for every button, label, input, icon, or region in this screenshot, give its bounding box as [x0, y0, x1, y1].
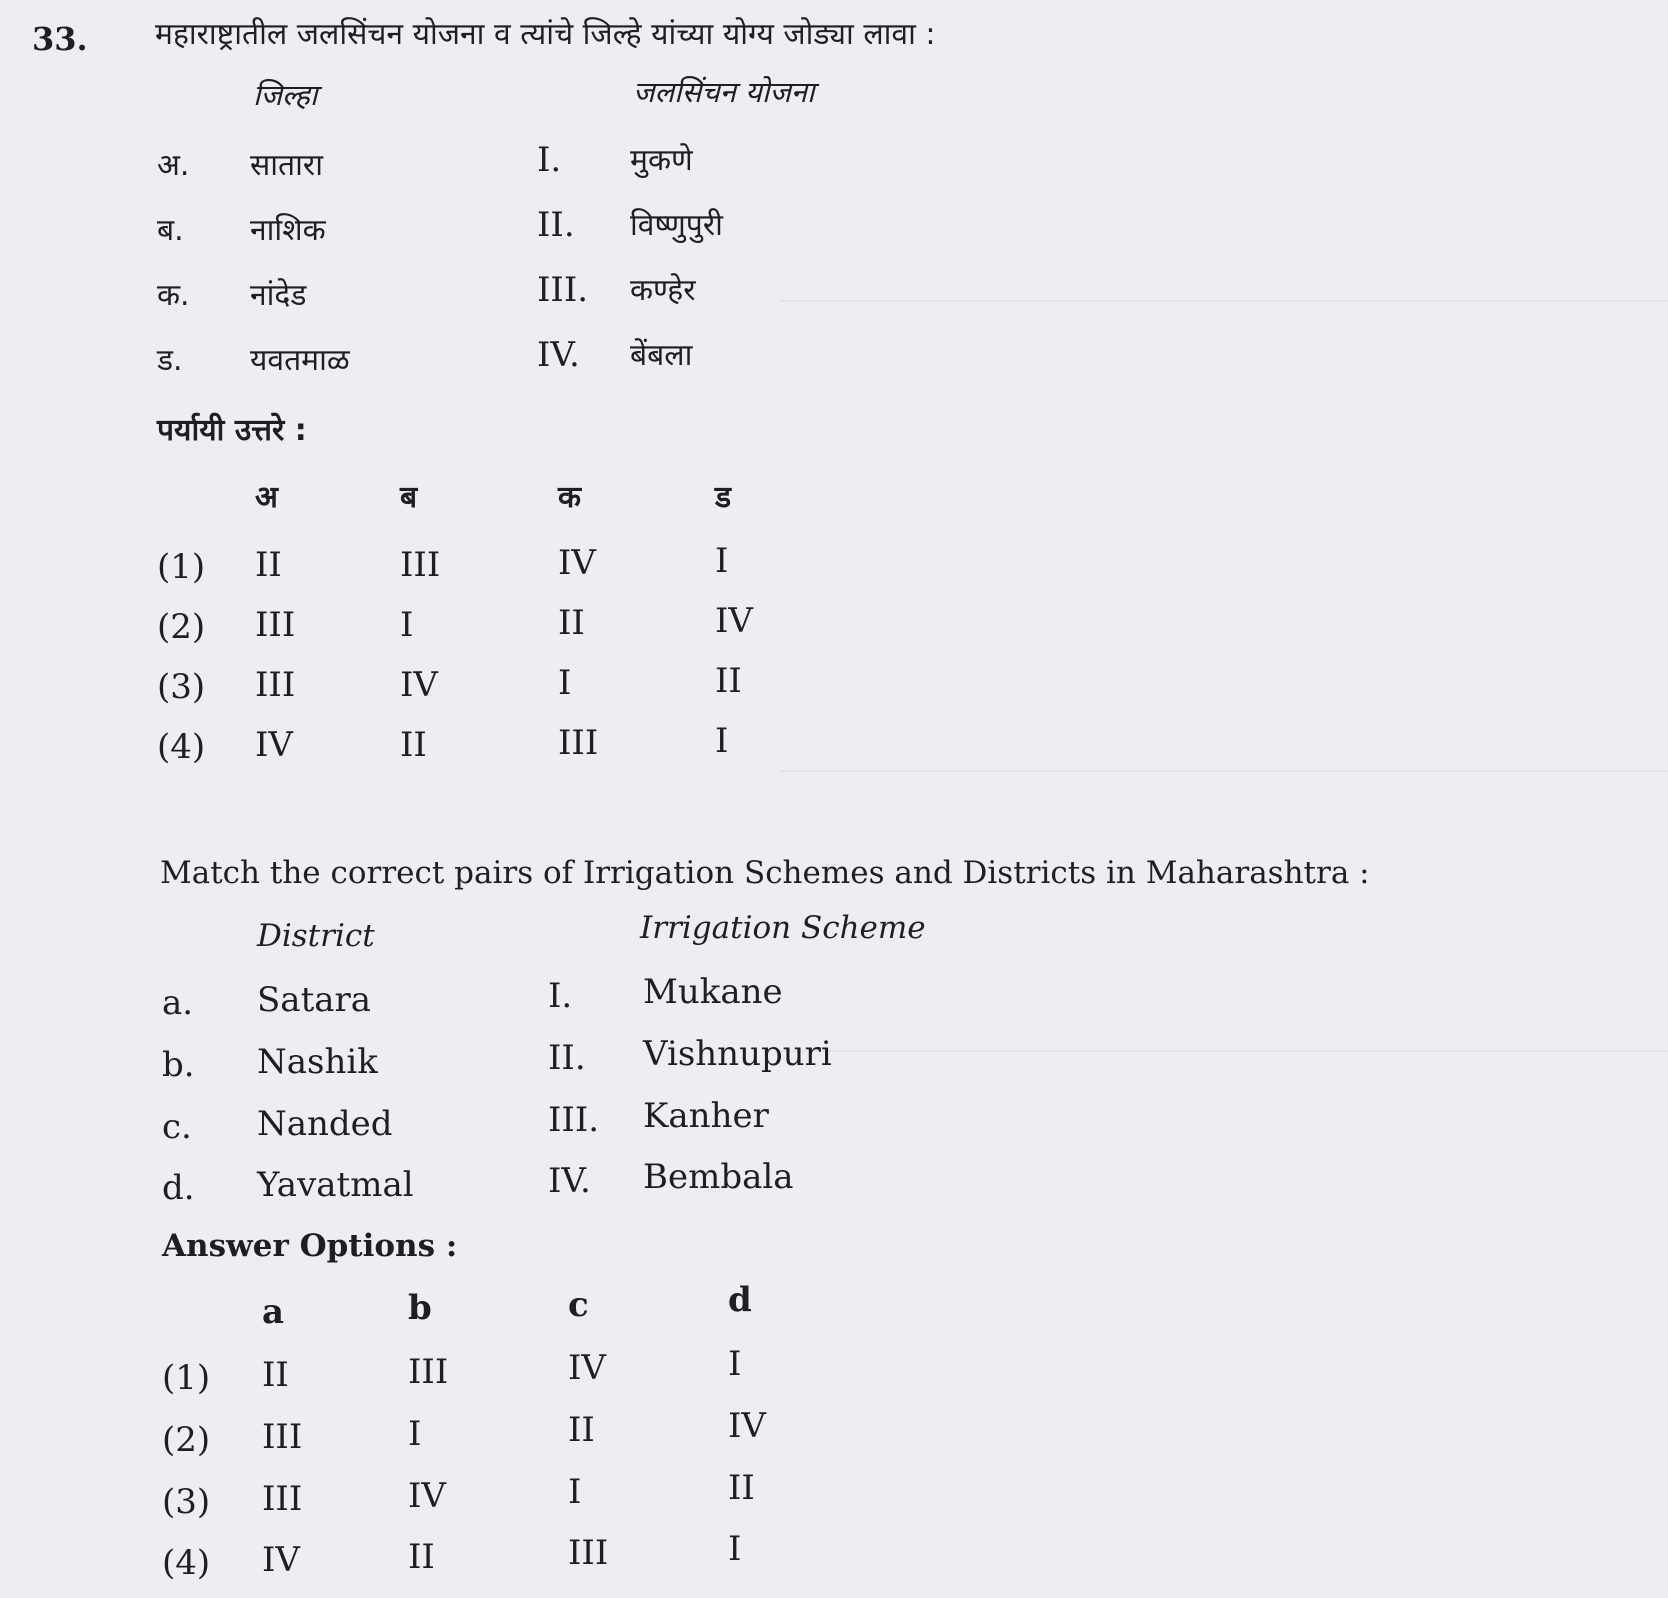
pair-letter: अ.: [157, 148, 190, 183]
options-header: c: [568, 1285, 589, 1325]
pair-numeral: I.: [537, 140, 562, 180]
option-label: (4): [162, 1543, 211, 1583]
marathi-prompt: महाराष्ट्रातील जलसिंचन योजना व त्यांचे जिल्हे यांच्या योग्य जोड्या लावा :: [155, 17, 936, 52]
option-value: III: [262, 1417, 303, 1457]
option-value: III: [255, 665, 296, 705]
pair-letter: b.: [162, 1045, 195, 1085]
option-value: I: [728, 1529, 742, 1569]
pair-scheme: Kanher: [643, 1096, 769, 1136]
pair-numeral: III.: [537, 270, 589, 310]
pair-district: नांदेड: [250, 278, 307, 313]
option-value: IV: [408, 1476, 446, 1516]
option-label: (2): [157, 607, 206, 647]
show-through-line: [780, 300, 1668, 302]
english-options-label: Answer Options :: [162, 1228, 458, 1264]
option-value: II: [558, 603, 585, 643]
option-value: I: [715, 721, 729, 761]
option-value: II: [408, 1537, 435, 1577]
option-value: II: [568, 1410, 595, 1450]
option-value: III: [408, 1352, 449, 1392]
pair-numeral: IV.: [537, 335, 580, 375]
option-value: I: [558, 663, 572, 703]
option-label: (1): [157, 547, 206, 587]
pair-scheme: कण्हेर: [630, 273, 696, 308]
option-value: II: [728, 1468, 755, 1508]
question-number: 33.: [32, 20, 88, 58]
option-value: III: [262, 1479, 303, 1519]
pair-letter: क.: [157, 278, 190, 313]
option-value: I: [408, 1414, 422, 1454]
option-value: I: [400, 605, 414, 645]
pair-district: Satara: [257, 980, 372, 1020]
english-scheme-heading: Irrigation Scheme: [640, 910, 926, 946]
option-value: II: [715, 661, 742, 701]
option-value: II: [400, 725, 427, 765]
option-value: I: [568, 1472, 582, 1512]
pair-scheme: विष्णुपुरी: [630, 208, 723, 243]
pair-letter: ब.: [157, 213, 184, 248]
options-header: ब: [400, 480, 418, 515]
pair-scheme: Vishnupuri: [643, 1034, 832, 1074]
option-value: I: [728, 1344, 742, 1384]
english-prompt: Match the correct pairs of Irrigation Schemes and Districts in Maharashtra :: [160, 855, 1370, 891]
pair-numeral: I.: [548, 976, 573, 1016]
pair-district: नाशिक: [250, 213, 326, 248]
option-value: IV: [568, 1348, 606, 1388]
option-value: III: [255, 605, 296, 645]
pair-letter: d.: [162, 1168, 195, 1208]
option-value: III: [400, 545, 441, 585]
options-header: d: [728, 1280, 752, 1320]
options-header: a: [262, 1292, 285, 1332]
option-value: IV: [255, 725, 293, 765]
pair-numeral: II.: [548, 1038, 586, 1078]
pair-letter: ड.: [157, 343, 183, 378]
pair-letter: a.: [162, 983, 194, 1023]
option-value: IV: [558, 543, 596, 583]
option-label: (2): [162, 1420, 211, 1460]
option-value: IV: [728, 1406, 766, 1446]
marathi-district-heading: जिल्हा: [253, 78, 318, 112]
options-header: b: [408, 1288, 432, 1328]
option-label: (3): [157, 667, 206, 707]
options-header: क: [558, 480, 582, 515]
option-value: IV: [400, 665, 438, 705]
pair-district: Nanded: [257, 1104, 393, 1144]
option-value: I: [715, 541, 729, 581]
options-header: अ: [255, 480, 278, 515]
pair-numeral: IV.: [548, 1161, 591, 1201]
option-label: (4): [157, 727, 206, 767]
pair-scheme: बेंबला: [630, 338, 693, 373]
option-value: IV: [715, 601, 753, 641]
option-value: IV: [262, 1540, 300, 1580]
option-value: III: [558, 723, 599, 763]
options-header: ड: [715, 480, 732, 515]
option-value: II: [262, 1355, 289, 1395]
pair-scheme: Bembala: [643, 1157, 794, 1197]
pair-district: Yavatmal: [257, 1165, 414, 1205]
marathi-options-label: पर्यायी उत्तरे :: [157, 413, 307, 448]
pair-district: Nashik: [257, 1042, 378, 1082]
show-through-line: [780, 1050, 1668, 1052]
show-through-line: [780, 770, 1668, 772]
pair-scheme: मुकणे: [630, 143, 693, 178]
option-value: II: [255, 545, 282, 585]
pair-scheme: Mukane: [643, 972, 783, 1012]
pair-numeral: II.: [537, 205, 575, 245]
option-value: III: [568, 1533, 609, 1573]
pair-district: सातारा: [250, 148, 323, 183]
english-district-heading: District: [257, 918, 375, 954]
pair-district: यवतमाळ: [250, 343, 350, 378]
option-label: (1): [162, 1358, 211, 1398]
pair-letter: c.: [162, 1107, 192, 1147]
option-label: (3): [162, 1482, 211, 1522]
marathi-scheme-heading: जलसिंचन योजना: [633, 75, 815, 109]
pair-numeral: III.: [548, 1100, 600, 1140]
